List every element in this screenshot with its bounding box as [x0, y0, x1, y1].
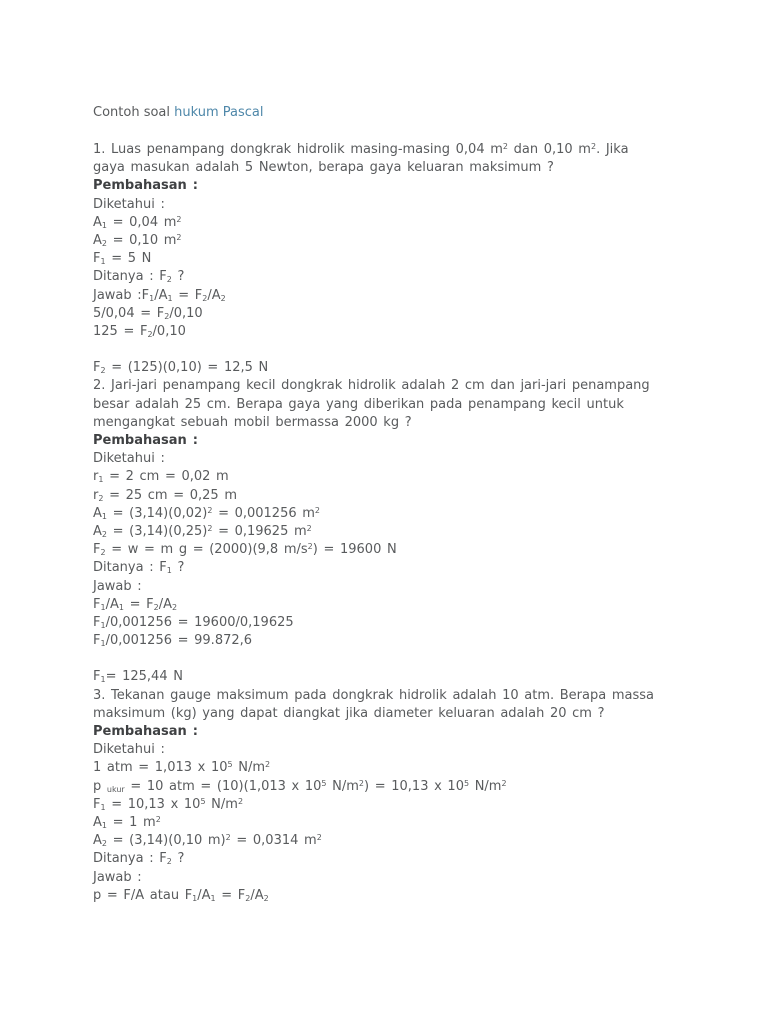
section-heading-line: Pembahasan : — [93, 724, 198, 739]
text-line: maksimum (kg) yang dapat diangkat jika diameter keluaran adalah 20 cm ? — [93, 705, 605, 721]
text-line: gaya masukan adalah 5 Newton, berapa gaya keluaran maksimum ? — [93, 160, 554, 176]
title-text: Contoh soal — [93, 105, 175, 120]
text-line: 2. Jari-jari penampang kecil dongkrak hidrolik adalah 2 cm dan jari-jari penampang — [93, 378, 650, 394]
text-line: $r_2 = 25$ cm = 0,25 m — [93, 487, 237, 503]
text-line: besar adalah 25 cm. Berapa gaya yang diberikan pada penampang kecil untuk — [93, 396, 624, 412]
text-line: mengangkat sebuah mobil bermassa 2000 kg ? — [93, 414, 412, 430]
text-line: $r_1 = 2$ cm = 0,02 m — [93, 469, 229, 485]
text-line: Ditanya : $F_2$ ? — [93, 269, 185, 285]
document-content — [93, 104, 768, 905]
text-line: Jawab $:F_1/A_1 = F_2/A_2$ — [93, 287, 226, 303]
text-line: $A_1 = (3,14)(0,02)^2 = 0,001256$ $m^2$ — [93, 505, 321, 521]
document-body — [93, 141, 768, 905]
text-line: Jawab : — [93, 578, 142, 594]
text-line: $5/0,04 = F_2/0,10$ — [93, 305, 203, 321]
text-line: 1 atm = 1,013 x $10^5$ $N/m^2$ — [93, 760, 271, 776]
text-line: Jawab : — [93, 869, 142, 885]
text-line: $F_1/A_1 = F_2/A_2$ — [93, 596, 178, 612]
text-line: Diketahui : — [93, 196, 165, 212]
pascal-law-link[interactable]: hukum Pascal — [174, 105, 264, 120]
text-line: $A_2 = 0,10$ $m^2$ — [93, 232, 182, 248]
text-line — [93, 650, 768, 668]
text-line: $F_1/0,001256 = 19600/0,19625$ — [93, 614, 294, 630]
text-line: $F_1 = 10,13$ x $10^5$ $N/m^2$ — [93, 796, 244, 812]
text-line: $F_1= 125,44$ N — [93, 669, 183, 685]
text-line: p = F/A atau $F_1/A_1 = F_2/A_2$ — [93, 887, 269, 903]
text-line: $A_1 = 0,04$ $m^2$ — [93, 214, 182, 230]
document-title — [93, 104, 768, 122]
section-heading-line: Pembahasan : — [93, 178, 198, 194]
text-line: p $_{ukur}$ = 10 atm = (10)(1,013 x $10^5$ $N/m^2) = 10,13$ x $10^5$ $N/m^2$ — [93, 778, 507, 794]
text-line: 3. Tekanan gauge maksimum pada dongkrak hidrolik adalah 10 atm. Berapa massa — [93, 687, 654, 703]
text-line: $F_2 = (125)(0,10) = 12,5$ N — [93, 360, 269, 376]
text-line: $F_2 = w = m$ g = (2000)(9,8 $m/s^2) = 19600$ N — [93, 542, 397, 558]
text-line: Ditanya : $F_2$ ? — [93, 851, 185, 867]
text-line: Ditanya : $F_1$ ? — [93, 560, 185, 576]
text-line: $F_1 = 5$ N — [93, 251, 152, 267]
text-line: $A_2 = (3,14)(0,10$ m)$^2$ = 0,0314 $m^2$ — [93, 833, 322, 849]
text-line — [93, 341, 768, 359]
text-line: Diketahui : — [93, 451, 165, 467]
text-line: $125 = F_2/0,10$ — [93, 323, 186, 339]
section-heading-line: Pembahasan : — [93, 433, 198, 448]
text-line: 1. Luas penampang dongkrak hidrolik masing-masing 0,04 $m^2$ dan 0,10 $m^2$. Jika — [93, 142, 629, 157]
text-line: $A_2 = (3,14)(0,25)^2 = 0,19625$ $m^2$ — [93, 523, 312, 539]
text-line: Diketahui : — [93, 742, 165, 758]
text-line: $F_1/0,001256 = 99.872,6$ — [93, 633, 253, 649]
text-line: $A_1 = 1$ $m^2$ — [93, 814, 161, 830]
